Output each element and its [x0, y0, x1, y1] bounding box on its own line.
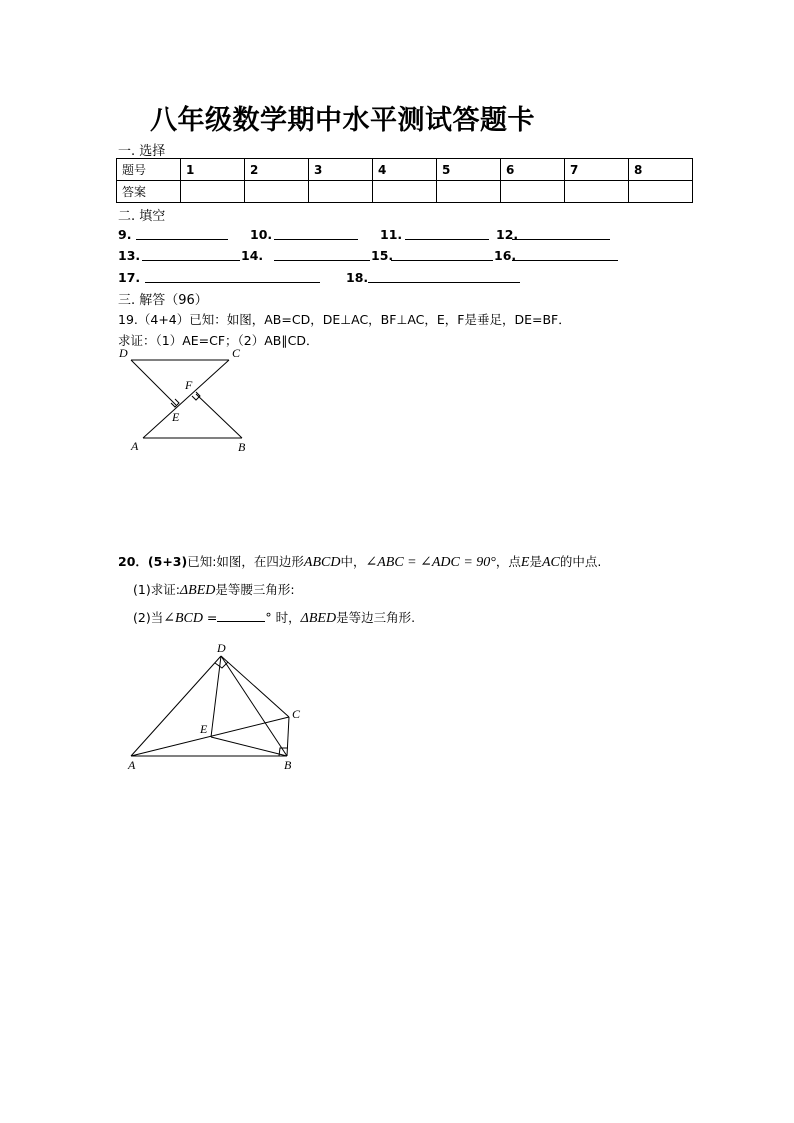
q20-math: E [520, 555, 530, 570]
q20-score: ．(5+3) [135, 554, 188, 569]
q20-text: 是等腰三角形: [215, 582, 295, 597]
segment-ac [143, 360, 229, 438]
q20-label-e: E [200, 722, 208, 736]
q19-label-c: C [232, 346, 241, 360]
fill-q9-label: 9. [118, 227, 132, 242]
segment-de [131, 360, 176, 405]
q20-label-b: B [284, 758, 292, 772]
q20-math: ∠ABC = ∠ADC = 90° [365, 555, 496, 570]
fill-q17-label: 17. [118, 270, 141, 285]
segment-bc [287, 717, 289, 756]
question-number: 5 [437, 159, 501, 181]
fill-q10-label: 10. [250, 227, 273, 242]
q20-text: 中， [340, 554, 366, 569]
q20-math: ΔBED [179, 583, 216, 598]
q20-label-a: A [128, 758, 136, 772]
fill-q15-label: 15. [371, 248, 394, 263]
segment-de [211, 656, 221, 737]
q20-text: (2)当 [133, 610, 164, 625]
fill-q16-label: 16. [494, 248, 517, 263]
q20-text: ，点 [495, 554, 521, 569]
q20-math: AC [542, 555, 560, 570]
row-header-answer: 答案 [117, 181, 181, 203]
section-fill-heading: 二. 填空 [118, 209, 166, 224]
fill-q13-label: 13. [118, 248, 141, 263]
question-number: 8 [629, 159, 693, 181]
q20-math: ∠BCD [163, 611, 203, 626]
fill-q12-label: 12. [496, 227, 519, 242]
q20-label-c: C [292, 707, 301, 721]
q19-label-e: E [172, 410, 180, 424]
q20-math: ABCD [303, 555, 341, 570]
q20-number: 20 [118, 554, 136, 569]
segment-da [131, 656, 221, 756]
segment-fb [196, 394, 242, 438]
q19-label-b: B [238, 440, 246, 454]
q20-text: = [202, 610, 218, 625]
q19-label-a: A [131, 439, 139, 453]
question-number: 1 [181, 159, 245, 181]
q20-label-d: D [217, 641, 226, 655]
question-number: 4 [373, 159, 437, 181]
row-header-number: 题号 [117, 159, 181, 181]
q20-text: 是等边三角形. [336, 610, 416, 625]
page-title: 八年级数学期中水平测试答题卡 [150, 105, 535, 136]
question-number: 2 [245, 159, 309, 181]
segment-eb [211, 737, 287, 756]
fill-q18-label: 18. [346, 270, 369, 285]
section-choice-heading: 一. 选择 [118, 144, 166, 159]
q20-text: 是 [529, 554, 542, 569]
q20-text: 的中点. [559, 554, 602, 569]
q20-math: ΔBED [300, 611, 337, 626]
q19-prove: 求证：（1）AE=CF；（2）AB∥CD． [118, 333, 319, 348]
q20-text: 时， [275, 610, 301, 625]
q20-figure [131, 656, 289, 756]
q19-statement: 19.（4+4）已知：如图，AB=CD，DE⊥AC，BF⊥AC，E，F是垂足，DE=BF． [118, 312, 571, 327]
section-solve-heading: 三. 解答（96） [118, 293, 208, 308]
question-number: 3 [309, 159, 373, 181]
q20-text: 已知:如图，在四边形 [187, 554, 304, 569]
q19-label-d: D [119, 346, 128, 360]
q19-label-f: F [185, 378, 193, 392]
q19-figure [131, 360, 242, 438]
question-number: 6 [501, 159, 565, 181]
fill-q11-label: 11. [380, 227, 403, 242]
fill-q14-label: 14. [241, 248, 264, 263]
q20-degree: ° [265, 610, 272, 625]
question-number: 7 [565, 159, 629, 181]
q20-text: (1)求证: [133, 582, 180, 597]
